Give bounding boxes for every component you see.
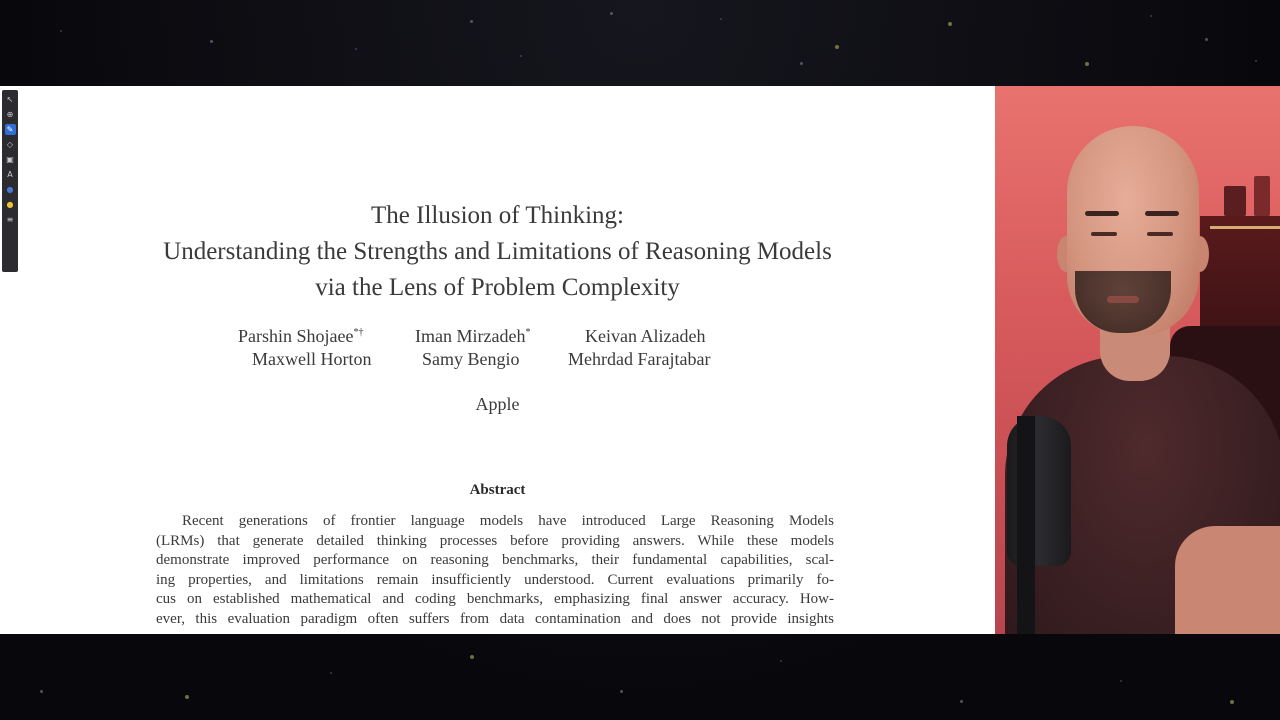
author-name: Iman Mirzadeh* [415,326,531,346]
star [800,62,803,65]
microphone-stand [1017,416,1035,634]
color-yellow-icon[interactable]: ● [6,199,14,209]
abstract-line: (LRMs) that generate detailed thinking processes before providing answers. While these models [156,532,834,549]
author-name: Samy Bengio [422,349,520,369]
star [330,672,332,674]
abstract-body [156,512,834,629]
star [355,48,357,50]
presenter-eye [1091,232,1117,236]
title-line-3: via the Lens of Problem Complexity [315,274,680,301]
paper-title [0,198,995,306]
affiliation: Apple [475,394,520,414]
pdf-page[interactable] [0,86,995,634]
author-name: Keivan Alizadeh [585,326,706,346]
title-line-2: Understanding the Strengths and Limitations of Reasoning Models [163,238,832,265]
star [1255,60,1257,62]
annotation-toolbar [2,90,18,272]
abstract-line: cus on established mathematical and coding benchmarks, emphasizing final answer accuracy. How- [156,591,834,607]
shelf-figure [1254,176,1270,216]
star [620,690,623,693]
star [610,12,613,15]
author-name: Maxwell Horton [252,349,372,369]
zoom-tool-icon[interactable]: ⊕ [6,109,14,119]
shelf-figure [1224,186,1246,216]
star [1230,700,1234,704]
star [780,660,782,662]
abstract-line: demonstrate improved performance on reasoning benchmarks, their fundamental capabilities, scal- [156,552,834,568]
eraser-tool-icon[interactable]: ◇ [6,139,14,149]
abstract-line: ing properties, and limitations remain insufficiently understood. Current evaluations primarily fo- [156,571,834,588]
star [520,55,522,57]
menu-tool-icon[interactable]: ≡ [6,214,14,224]
star [40,690,43,693]
presenter-arm [1175,526,1280,634]
star [470,20,473,23]
frame-tool-icon[interactable]: ▣ [6,154,14,164]
star [1150,15,1152,17]
author-name: Parshin Shojaee*† [238,326,364,346]
text-tool-icon[interactable]: A [7,169,13,179]
presenter-brow [1085,211,1119,216]
star [720,18,722,20]
abstract-line: ever, this evaluation paradigm often suffers from data contamination and does not provide insights [156,610,834,627]
star [470,655,474,659]
presenter-mouth [1107,296,1139,303]
presenter-eye [1147,232,1173,236]
abstract-heading: Abstract [469,482,526,498]
star [835,45,839,49]
abstract-line: Recent generations of frontier language models have introduced Large Reasoning Models [182,513,834,529]
author-name: Mehrdad Farajtabar [568,349,711,369]
star [1085,62,1089,66]
select-tool-icon[interactable]: ↖ [6,94,14,104]
color-blue-icon[interactable]: ● [6,184,14,194]
pen-tool-icon[interactable]: ✎ [5,124,16,135]
webcam-feed [995,86,1280,634]
star [185,695,189,699]
star [210,40,213,43]
star [960,700,963,703]
star [1205,38,1208,41]
star [948,22,952,26]
presenter-brow [1145,211,1179,216]
shelf-light [1210,226,1280,229]
star [60,30,62,32]
title-line-1: The Illusion of Thinking: [371,202,624,229]
star [1120,680,1122,682]
